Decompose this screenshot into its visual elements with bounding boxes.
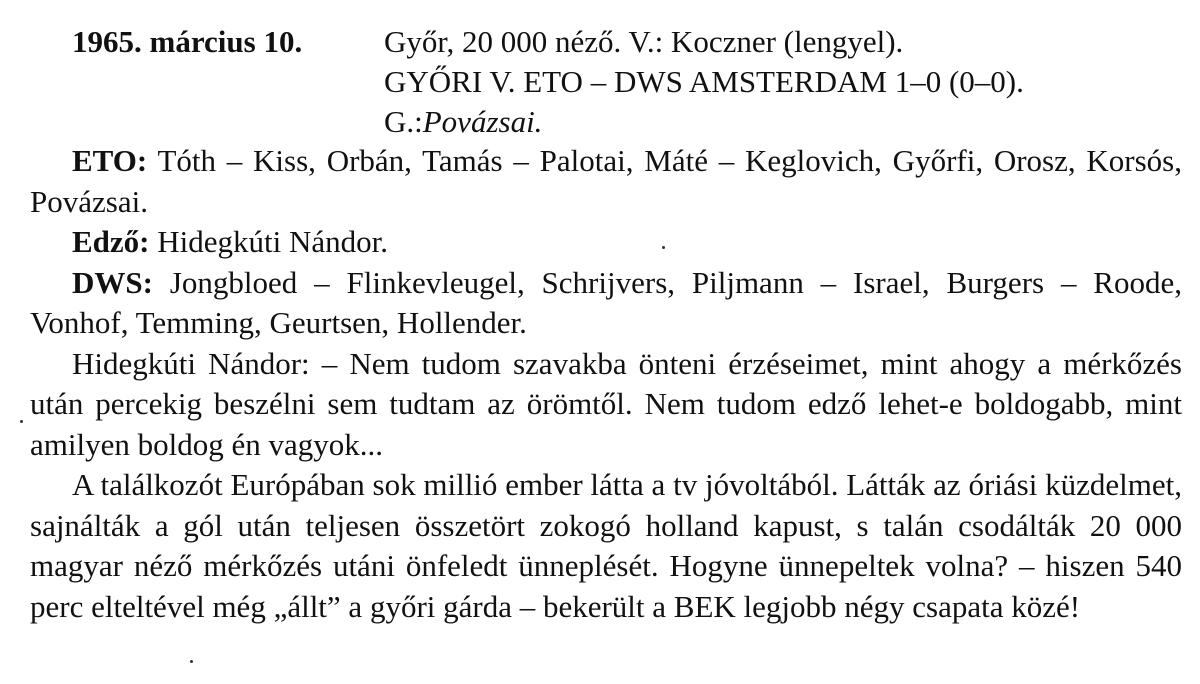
dws-lineup [30, 263, 1182, 344]
coach-label: Edző: [72, 224, 150, 259]
goal-label: G.: [384, 104, 423, 139]
match-header [72, 22, 1182, 142]
eto-lineup [30, 141, 1182, 222]
coach-line [30, 222, 1182, 263]
eto-players: Tóth – Kiss, Orbán, Tamás – Palotai, Máté – Keglovich, Győrfi, Orosz, Korsós, Povázsai. [30, 143, 1182, 219]
match-date: 1965. március 10. [72, 24, 303, 59]
header-row-1 [72, 22, 1182, 62]
date-spacer [72, 62, 384, 102]
date-spacer [72, 102, 384, 142]
coach-name: Hidegkúti Nándor. [149, 224, 388, 259]
print-speck [20, 420, 23, 423]
eto-label: ETO: [72, 143, 148, 178]
header-row-3 [72, 102, 1182, 142]
article-body [30, 141, 1182, 627]
goal-line [384, 102, 1182, 142]
match-result: GYŐRI V. ETO – DWS AMSTERDAM 1–0 (0–0). [384, 64, 1024, 99]
print-speck [662, 246, 665, 249]
goal-scorer: Povázsai. [422, 104, 543, 139]
print-speck [190, 660, 193, 663]
dws-label: DWS: [72, 264, 153, 300]
dws-players: Jongbloed – Flinkevleugel, Schrijvers, Piljmann – Israel, Burgers – Roode, Vonhof, Temming, Geurtsen, Hollender. [30, 264, 1182, 340]
coach-quote: Hidegkúti Nándor: – Nem tudom szavakba önteni érzéseimet, mint ahogy a mérkőzés után percekig beszélni sem tudtam az örömtől. Nem tudom edző lehet-e boldogabb, mint amilyen boldog én vagyok... [30, 345, 1182, 462]
header-row-2 [72, 62, 1182, 102]
venue-line: Győr, 20 000 néző. V.: Koczner (lengyel). [384, 24, 904, 59]
match-report: A találkozót Európában sok millió ember látta a tv jóvoltából. Látták az óriási küzdelmet, sajnálták a gól után teljesen összetört zokogó holland kapust, s talán csodálták 20 000 magyar néző mérkőzés utáni önfeledt ünneplését. Hogyne ünnepeltek volna? – hiszen 540 perc elteltével még „állt” a győri gárda – bekerült a BEK legjobb négy csapata közé! [30, 467, 1182, 624]
